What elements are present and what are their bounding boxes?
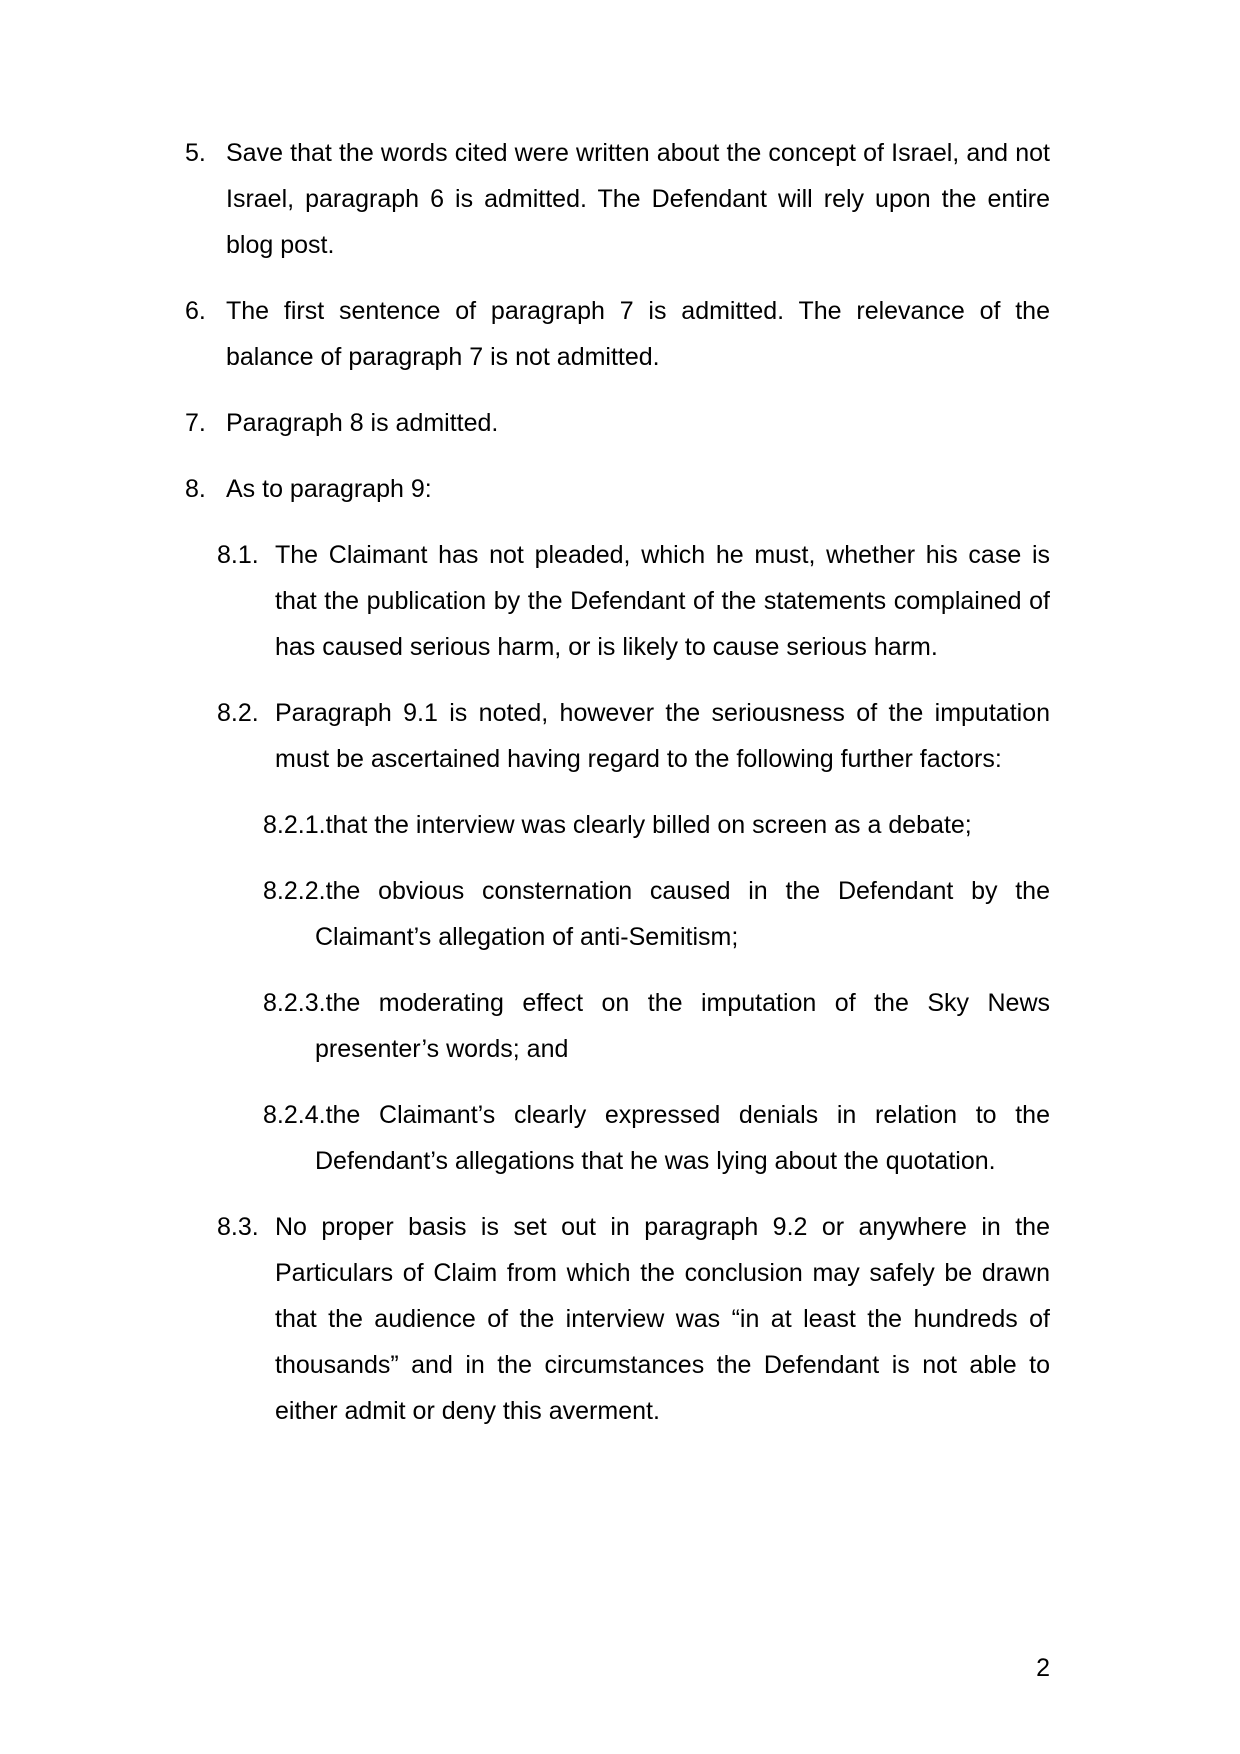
- document-body: [185, 130, 1050, 1454]
- paragraph-number: 8.2.2.: [263, 877, 326, 905]
- paragraph-text: As to paragraph 9:: [226, 475, 432, 503]
- paragraph-number: 8.2.1.: [263, 811, 326, 839]
- paragraph-5: [185, 130, 1050, 268]
- paragraph-8-1: [217, 532, 1050, 670]
- paragraph-8-2-4: [263, 1092, 1050, 1184]
- page-number: 2: [1036, 1654, 1050, 1682]
- paragraph-8-2-2: [263, 868, 1050, 960]
- paragraph-text: Paragraph 8 is admitted.: [226, 409, 499, 437]
- paragraph-7: [185, 400, 1050, 446]
- paragraph-number: 8.: [185, 475, 206, 503]
- paragraph-number: 8.2.4.: [263, 1101, 326, 1129]
- paragraph-text: Paragraph 9.1 is noted, however the seriousness of the imputation must be ascertained having regard to the following further factors:: [275, 699, 1050, 773]
- paragraph-text: No proper basis is set out in paragraph 9.2 or anywhere in the Particulars of Claim from which the conclusion may safely be drawn that the audience of the interview was “in at least the hundreds of thousands” and in the circumstances the Defendant is not able to either admit or deny this averment.: [275, 1213, 1050, 1425]
- paragraph-number: 6.: [185, 297, 206, 325]
- paragraph-8: [185, 466, 1050, 512]
- paragraph-text: The Claimant has not pleaded, which he must, whether his case is that the publication by the Defendant of the statements complained of has caused serious harm, or is likely to cause serious harm.: [275, 541, 1050, 661]
- paragraph-number: 8.1.: [217, 541, 259, 569]
- paragraph-text: the moderating effect on the imputation of the Sky News presenter’s words; and: [315, 989, 1050, 1063]
- paragraph-number: 5.: [185, 139, 206, 167]
- paragraph-8-2-3: [263, 980, 1050, 1072]
- paragraph-number: 8.2.3.: [263, 989, 326, 1017]
- paragraph-number: 7.: [185, 409, 206, 437]
- paragraph-text: The first sentence of paragraph 7 is admitted. The relevance of the balance of paragraph 7 is not admitted.: [226, 297, 1050, 371]
- paragraph-8-2: [217, 690, 1050, 782]
- paragraph-8-3: [217, 1204, 1050, 1434]
- paragraph-6: [185, 288, 1050, 380]
- paragraph-8-2-1: [263, 802, 1050, 848]
- paragraph-text: that the interview was clearly billed on screen as a debate;: [325, 811, 972, 839]
- paragraph-number: 8.3.: [217, 1213, 259, 1241]
- paragraph-number: 8.2.: [217, 699, 259, 727]
- paragraph-text: the Claimant’s clearly expressed denials in relation to the Defendant’s allegations that he was lying about the quotation.: [315, 1101, 1050, 1175]
- paragraph-text: the obvious consternation caused in the Defendant by the Claimant’s allegation of anti-Semitism;: [315, 877, 1050, 951]
- paragraph-text: Save that the words cited were written about the concept of Israel, and not Israel, paragraph 6 is admitted. The Defendant will rely upon the entire blog post.: [226, 139, 1050, 259]
